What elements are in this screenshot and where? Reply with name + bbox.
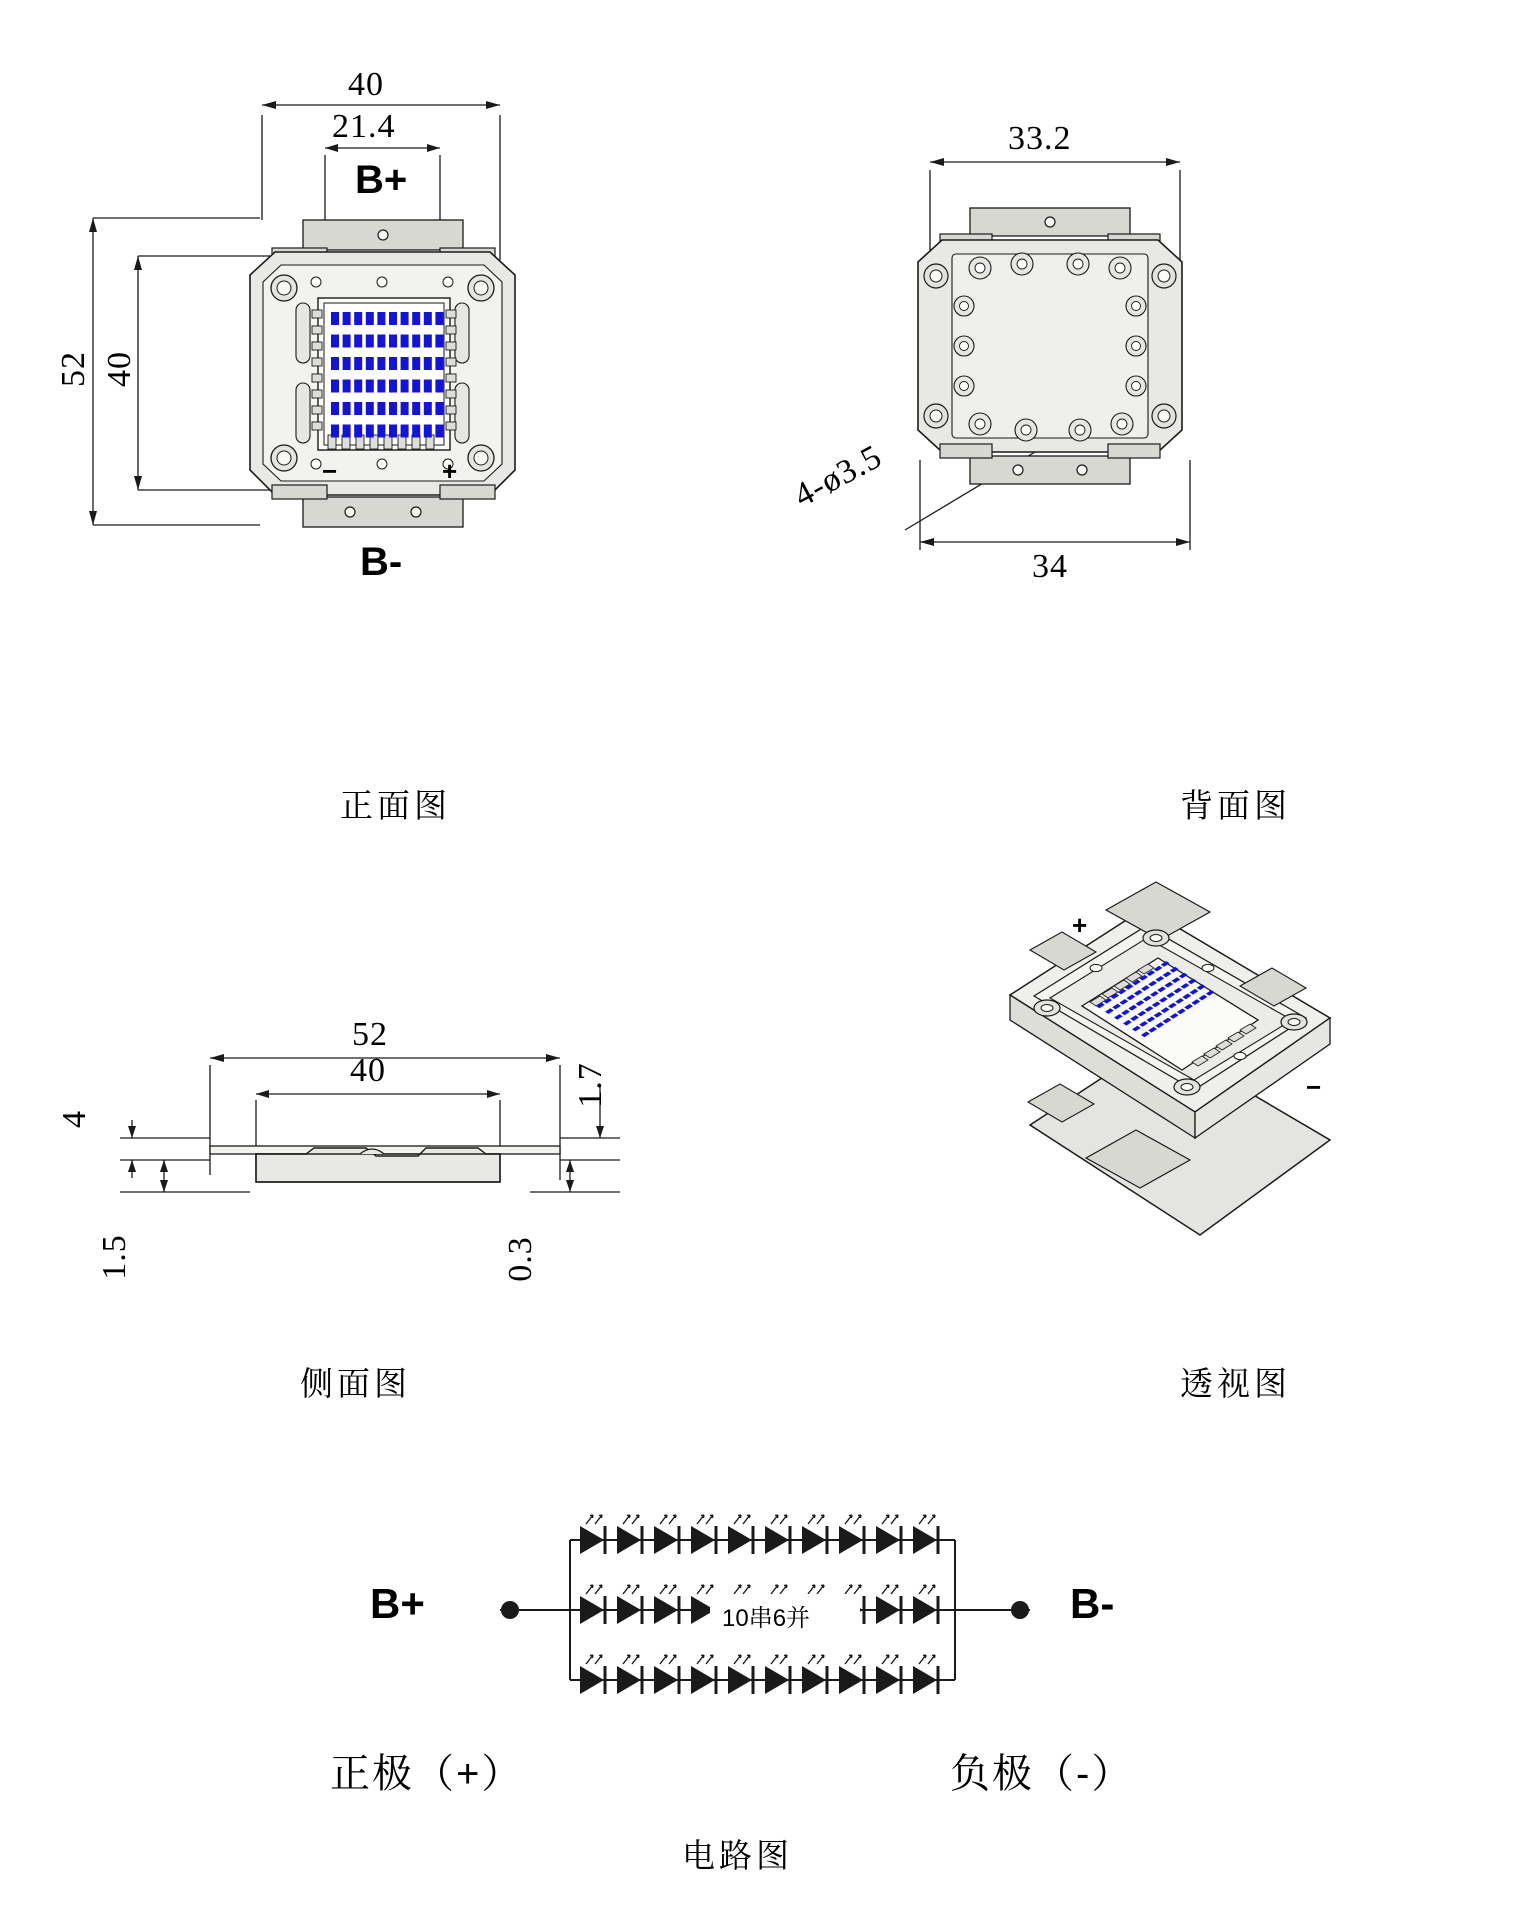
side-dim-h-left-2: 1.5 (95, 1234, 133, 1280)
front-dim-height-outer: 52 (55, 351, 92, 387)
circuit-cathode-terminal: B- (1070, 1580, 1115, 1627)
side-package-body (210, 1146, 560, 1182)
side-view-caption: 侧面图 (300, 1365, 411, 1402)
perspective-view (1020, 890, 1480, 1310)
back-view-caption: 背面图 (1180, 787, 1291, 824)
circuit-config-label: 10串6并 (722, 1605, 811, 1632)
back-dim-width-bottom: 34 (1032, 548, 1068, 585)
perspective-label-minus: − (1306, 1072, 1322, 1102)
perspective-package-body (1010, 882, 1330, 1235)
front-label-minus: − (322, 456, 338, 486)
back-view (788, 120, 1360, 650)
front-view (55, 60, 620, 620)
circuit-positive-label: 正极（+） (330, 1752, 524, 1796)
front-package-body (250, 220, 515, 527)
circuit-anode-terminal: B+ (370, 1580, 425, 1627)
front-view-caption: 正面图 (340, 787, 451, 824)
side-dim-len-outer: 52 (352, 1016, 388, 1053)
back-dim-holes: 4-ø3.5 (788, 437, 889, 515)
front-dim-height-inner: 40 (101, 351, 138, 387)
back-dim-width-top: 33.2 (1008, 120, 1072, 157)
circuit-negative-label: 负极（-） (950, 1752, 1134, 1796)
circuit-caption: 电路图 (682, 1837, 793, 1874)
side-dim-h-right: 1.7 (571, 1062, 609, 1108)
side-dim-h-left: 4 (56, 1110, 93, 1128)
front-dim-width-outer: 40 (348, 66, 384, 103)
side-view (56, 1016, 680, 1360)
side-dim-len-inner: 40 (350, 1052, 386, 1089)
perspective-view-caption: 透视图 (1180, 1365, 1291, 1402)
perspective-label-plus: + (1072, 910, 1088, 940)
front-label-cathode: B- (360, 540, 403, 584)
front-label-anode: B+ (355, 158, 408, 202)
back-package-body (918, 208, 1182, 484)
circuit-view (370, 1480, 1160, 1740)
front-dim-width-inner: 21.4 (332, 108, 396, 145)
side-dim-h-right-2: 0.3 (501, 1236, 539, 1282)
front-label-plus: + (442, 456, 458, 486)
